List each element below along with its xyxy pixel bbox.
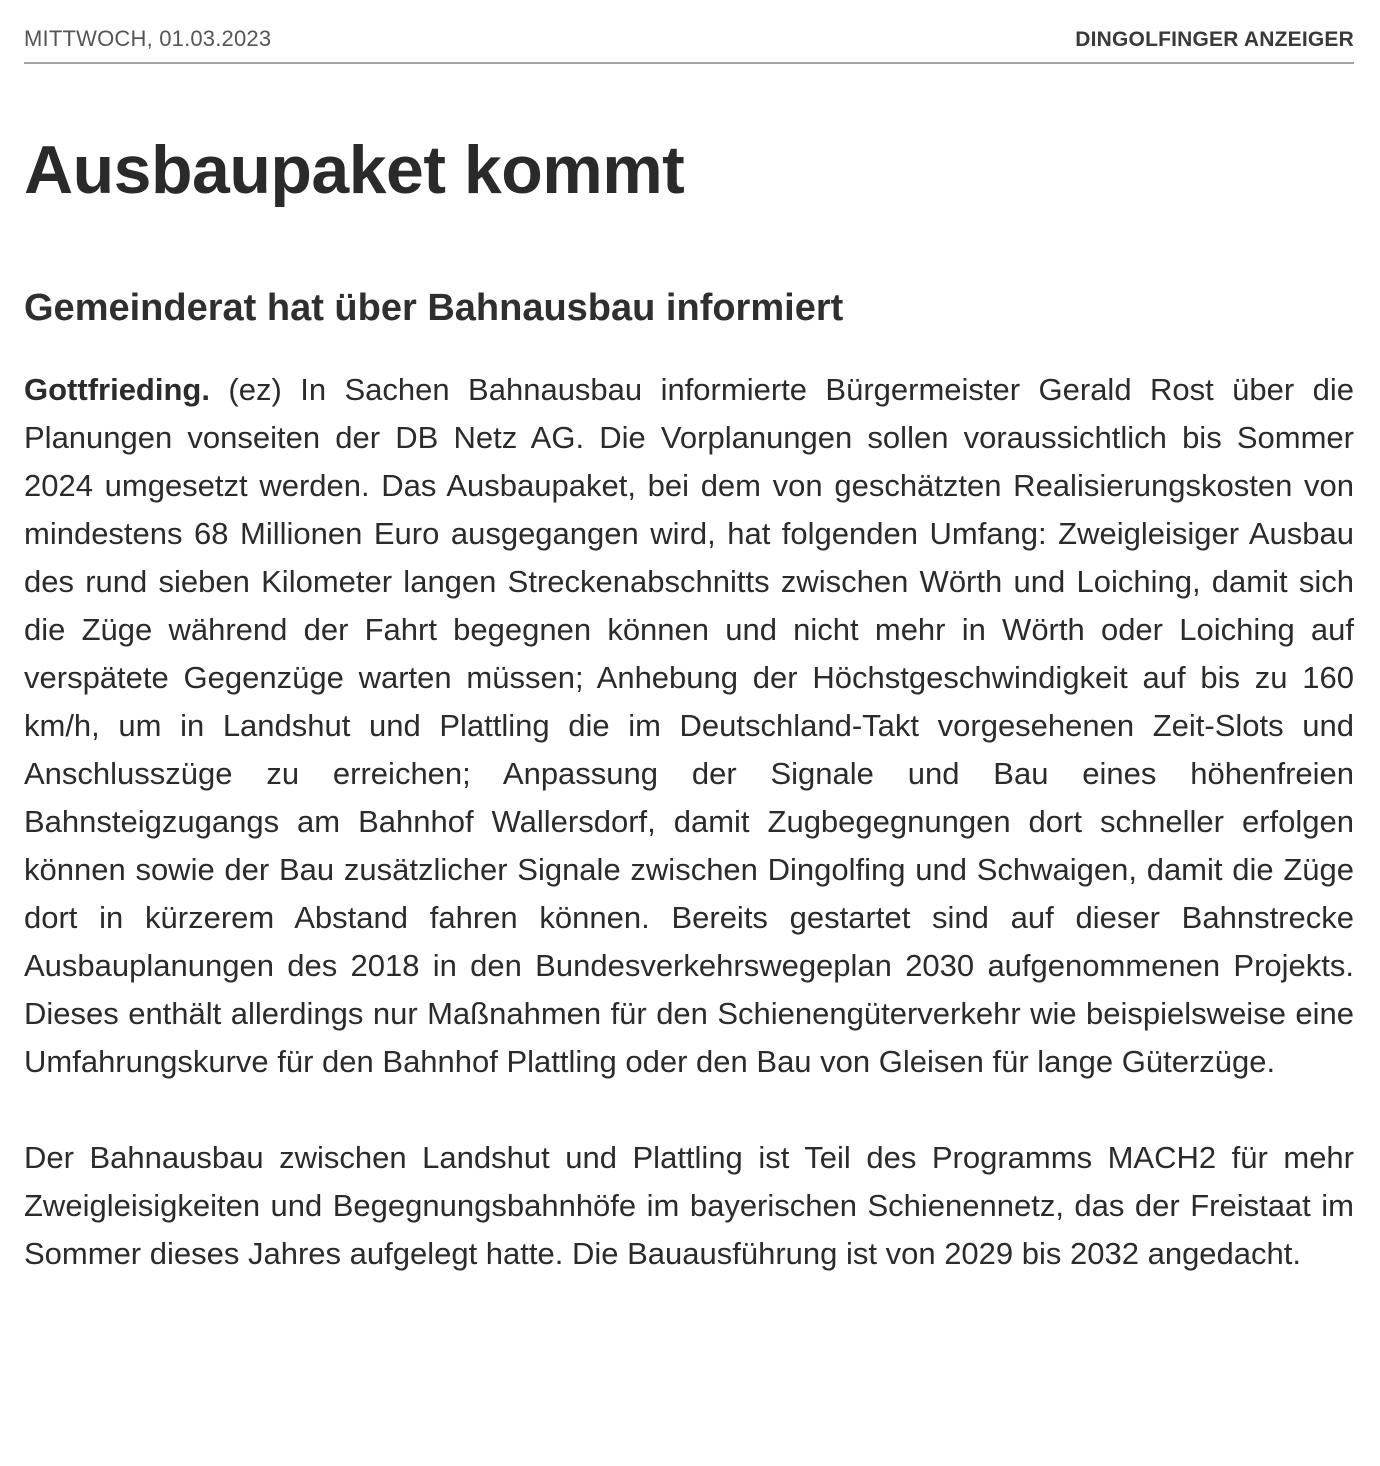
article-page [24,0,1354,1278]
masthead [24,0,1354,64]
body-paragraph-2: Der Bahnausbau zwischen Landshut und Plattling ist Teil des Programms MACH2 für mehr Zweigleisigkeiten und Begegnungsbahnhöfe im bayerischen Schienennetz, das der Freistaat im Sommer dieses Jahres aufgelegt hatte. Die Bauausführung ist von 2029 bis 2032 angedacht. [24,1140,1354,1271]
issue-date: MITTWOCH, 01.03.2023 [24,26,272,51]
article-body [24,366,1354,1278]
headline: Ausbaupaket kommt [24,132,685,208]
body-paragraph-1 [24,366,1354,1086]
body-paragraph-1-text: (ez) In Sachen Bahnausbau informierte Bürgermeister Gerald Rost über die Planungen vonseiten der DB Netz AG. Die Vorplanungen sollen voraussichtlich bis Sommer 2024 umgesetzt werden. Das Ausbaupaket, bei dem von geschätzten Realisierungskosten von mindestens 68 Millionen Euro ausgegangen wird, hat folgenden Umfang: Zweigleisiger Ausbau des rund sieben Kilometer langen Streckenabschnitts zwischen Wörth und Loiching, damit sich die Züge während der Fahrt begegnen können und nicht mehr in Wörth oder Loiching auf verspätete Gegenzüge warten müssen; Anhebung der Höchstgeschwindigkeit auf bis zu 160 km/h, um in Landshut und Plattling die im Deutschland-Takt vorgesehenen Zeit-Slots und Anschlusszüge zu erreichen; Anpassung der Signale und Bau eines höhenfreien Bahnsteigzugangs am Bahnhof Wallersdorf, damit Zugbegegnungen dort schneller erfolgen können sowie der Bau zusätzlicher Signale zwischen Dingolfing und Schwaigen, damit die Züge dort in kürzerem Abstand fahren können. Bereits gestartet sind auf dieser Bahnstrecke Ausbauplanungen des 2018 in den Bundesverkehrswegeplan 2030 aufgenommenen Projekts. Dieses enthält allerdings nur Maßnahmen für den Schienengüterverkehr wie beispielsweise eine Umfahrungskurve für den Bahnhof Plattling oder den Bau von Gleisen für lange Güterzüge. [24,372,1354,1079]
publication-name: DINGOLFINGER ANZEIGER [1075,28,1354,51]
dateline: Gottfrieding. [24,372,210,407]
subheadline: Gemeinderat hat über Bahnausbau informiert [24,287,844,329]
